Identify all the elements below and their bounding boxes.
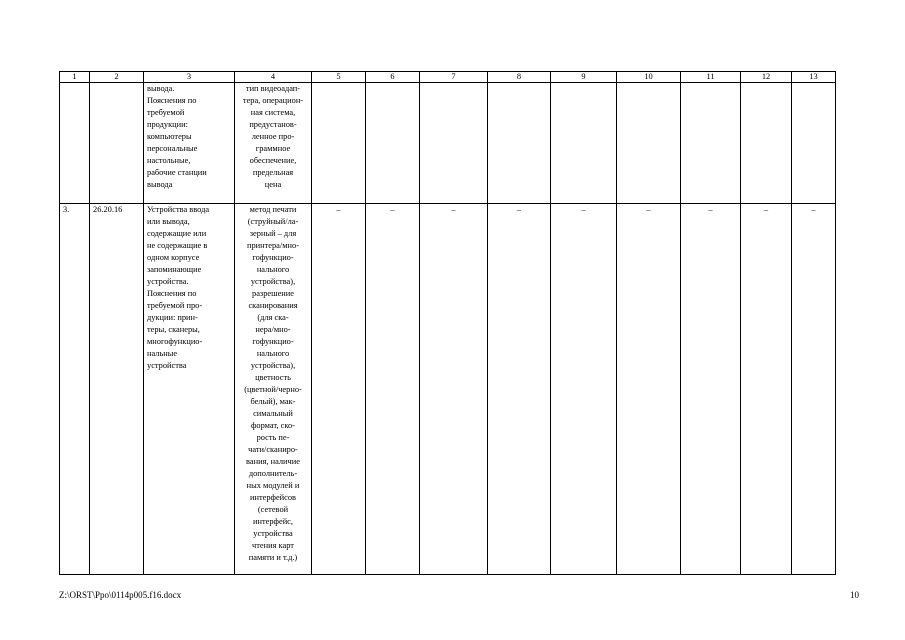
column-header: 4 [235,72,312,83]
cell-text-line: Пояснения по [147,289,197,298]
cell-text-line: устройства [147,361,187,370]
cell-text-line: предельная [252,168,294,177]
cell-text-line: зерный – для [249,229,297,238]
cell-text-line: интерфейс, [253,517,293,526]
cell-text-line: ленное про- [251,132,295,141]
cell-text-line: (струйный/ла- [247,217,299,226]
cell-text-line: настольные, [147,156,191,165]
cell-text-line: вывода. [147,84,175,93]
cell-dash: – [420,204,488,575]
cell-text-line: теры, сканеры, [147,325,200,334]
cell-text-line: предустанов- [249,120,297,129]
column-header: 10 [617,72,681,83]
cell-text-line: принтера/мно- [246,241,299,250]
cell-text-line: формат, ско- [251,421,295,430]
page-number: 10 [850,590,859,600]
table-row-continuation [60,83,836,204]
cell-text-line: памяти и т.д.) [248,553,298,562]
cell-text-line: не содержащие в [147,241,208,250]
column-header: 5 [312,72,366,83]
cell-dash: – [792,204,836,575]
cell-text-line: (цветной/черно- [244,385,302,394]
cell-text-line: симальный [253,409,293,418]
cell-characteristics [235,83,312,204]
column-header: 12 [741,72,792,83]
column-header: 3 [144,72,235,83]
cell-text-line: ных модулей и [246,481,300,490]
cell-text-line: продукции: [147,120,188,129]
cell-dash: – [617,204,681,575]
cell-text-line: нальные [147,349,178,358]
cell-text-line: нального [256,265,290,274]
table-row [60,204,836,575]
cell-text-line: нера/мно- [255,325,291,334]
cell-text-line: устройства), [250,361,296,370]
cell-empty [792,83,836,204]
cell-dash: – [551,204,617,575]
column-header: 7 [420,72,488,83]
cell-text-line: устройства [253,529,293,538]
cell-text-line: дополнитель- [248,469,298,478]
cell-text-line: чати/сканиро- [248,445,298,454]
cell-empty [681,83,741,204]
cell-characteristics [235,204,312,575]
cell-text-line: гофункцио- [252,337,294,346]
cell-empty [420,83,488,204]
cell-text-line: чтения карт [252,541,294,550]
cell-text-line: тера, операцион- [242,96,304,105]
cell-text-line: вания, наличие [246,457,300,466]
cell-description [144,83,235,204]
cell-empty [312,83,366,204]
table-header-row [60,72,836,83]
column-header: 11 [681,72,741,83]
cell-text-line: устройства. [147,277,189,286]
cell-text-line: компьютеры [147,132,192,141]
cell-dash: – [681,204,741,575]
cell-text-line: метод печати [249,205,297,214]
cell-text-line: вывода [147,180,173,189]
cell-text-line: рабочие станции [147,168,207,177]
column-header: 2 [90,72,144,83]
column-header: 8 [488,72,551,83]
cell-dash: – [312,204,366,575]
cell-text-line: персональные [147,144,198,153]
cell-text-line: (для ска- [257,313,289,322]
cell-empty [617,83,681,204]
cell-text-line: тип видеоадап- [245,84,301,93]
cell-text-line: цветность [255,373,291,382]
document-table [59,71,836,575]
cell-text-line: требуемой [147,108,185,117]
cell-text-line: одном корпусе [147,253,200,262]
cell-text-line: ная система, [250,108,296,117]
cell-empty [551,83,617,204]
cell-text-line: граммное [255,144,291,153]
cell-text-line: белый), мак- [250,397,296,406]
cell-empty [741,83,792,204]
cell-text-line: нального [256,349,290,358]
cell-text-line: сканирования [248,301,298,310]
cell-number [60,83,90,204]
column-header: 1 [60,72,90,83]
cell-code: 26.20.16 [90,204,144,575]
cell-number: 3. [60,204,90,575]
cell-text-line: гофункцио- [252,253,294,262]
cell-text-line: или вывода, [147,217,190,226]
cell-text-line: дукции: прин- [147,313,198,322]
cell-dash: – [366,204,420,575]
cell-empty [366,83,420,204]
cell-dash: – [741,204,792,575]
column-header: 9 [551,72,617,83]
cell-text-line: обеспечение, [249,156,297,165]
cell-text-line: цена [264,180,282,189]
cell-text-line: интерфейсов [249,493,296,502]
cell-text-line: многофункцио- [147,337,203,346]
cell-text-line: Устройства ввода [147,205,210,214]
cell-description [144,204,235,575]
footer-file-path: Z:\ORST\Ppo\0114p005.f16.docx [59,590,182,600]
cell-text-line: содержащие или [147,229,207,238]
cell-text-line: Пояснения по [147,96,197,105]
cell-empty [488,83,551,204]
cell-dash: – [488,204,551,575]
cell-text-line: требуемой про- [147,301,203,310]
column-header: 6 [366,72,420,83]
cell-code [90,83,144,204]
column-header: 13 [792,72,836,83]
cell-text-line: рость пе- [256,433,290,442]
cell-text-line: (сетевой [257,505,289,514]
cell-text-line: разрешение [252,289,294,298]
cell-text-line: запоминающие [147,265,202,274]
cell-text-line: устройства), [250,277,296,286]
